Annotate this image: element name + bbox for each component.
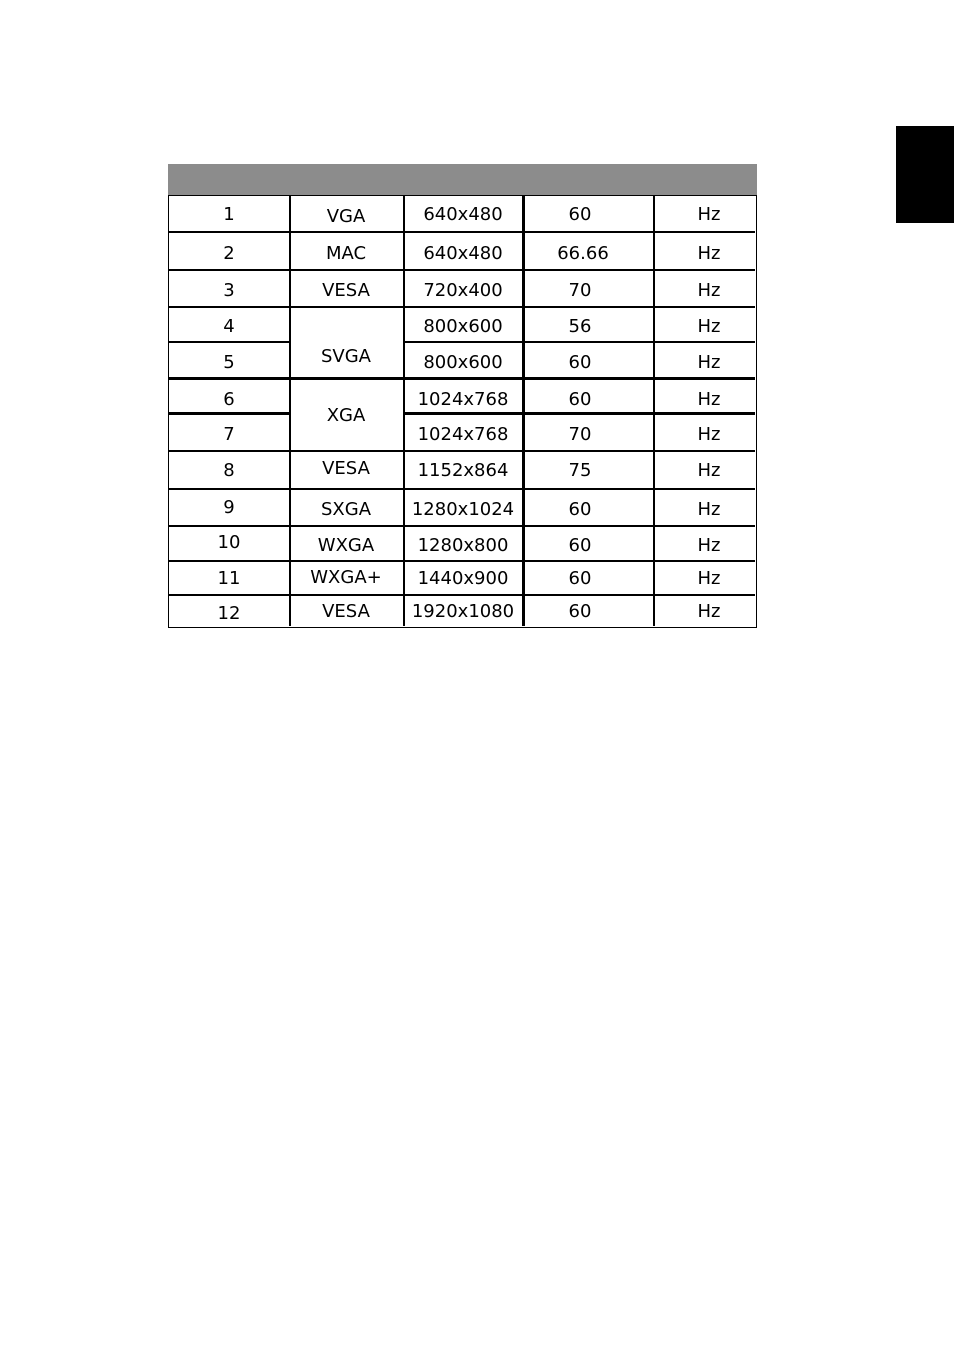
col-divider-3 — [522, 196, 525, 626]
mode-refresh-rate: 70 — [568, 280, 592, 301]
mode-unit: Hz — [697, 316, 721, 337]
row-divider — [169, 269, 755, 271]
col-divider-4 — [653, 196, 655, 626]
mode-resolution: 1024x768 — [417, 424, 509, 445]
mode-refresh-rate: 66.66 — [557, 243, 609, 264]
mode-resolution: 640x480 — [423, 243, 503, 264]
language-tab-marker — [896, 126, 954, 223]
mode-standard: WXGA — [317, 535, 375, 556]
mode-refresh-rate: 60 — [568, 601, 592, 622]
mode-number: 7 — [223, 424, 235, 445]
row-divider — [169, 341, 289, 343]
mode-resolution: 640x480 — [423, 204, 503, 225]
mode-number: 1 — [223, 204, 235, 225]
mode-number: 2 — [223, 243, 235, 264]
col-divider-2 — [403, 196, 405, 626]
mode-resolution: 800x600 — [423, 352, 503, 373]
mode-refresh-rate: 60 — [568, 389, 592, 410]
mode-standard: VESA — [322, 458, 370, 479]
mode-unit: Hz — [697, 460, 721, 481]
mode-unit: Hz — [697, 352, 721, 373]
mode-standard: WXGA+ — [310, 567, 382, 588]
mode-unit: Hz — [697, 424, 721, 445]
mode-number: 4 — [223, 316, 235, 337]
mode-standard: SVGA — [320, 346, 372, 367]
mode-unit: Hz — [697, 535, 721, 556]
mode-number: 9 — [223, 497, 235, 518]
mode-standard: MAC — [325, 243, 367, 264]
mode-number: 5 — [223, 352, 235, 373]
mode-refresh-rate: 60 — [568, 568, 592, 589]
row-divider — [403, 341, 755, 343]
mode-refresh-rate: 60 — [568, 204, 592, 225]
row-divider — [169, 231, 755, 233]
col-divider-1 — [289, 196, 291, 626]
row-divider — [169, 377, 755, 380]
mode-resolution: 1152x864 — [417, 460, 509, 481]
display-modes-table — [168, 195, 757, 628]
mode-unit: Hz — [697, 204, 721, 225]
mode-resolution: 800x600 — [423, 316, 503, 337]
mode-refresh-rate: 75 — [568, 460, 592, 481]
mode-unit: Hz — [697, 601, 721, 622]
mode-standard: VESA — [322, 280, 370, 301]
mode-refresh-rate: 56 — [568, 316, 592, 337]
row-divider — [169, 560, 755, 562]
mode-standard: XGA — [326, 405, 366, 426]
row-divider — [169, 594, 755, 596]
mode-refresh-rate: 60 — [568, 352, 592, 373]
mode-resolution: 1280x1024 — [411, 499, 515, 520]
row-divider — [169, 306, 755, 308]
mode-unit: Hz — [697, 389, 721, 410]
table-header-bar — [168, 164, 757, 195]
row-divider — [169, 450, 755, 452]
mode-resolution: 720x400 — [423, 280, 503, 301]
mode-resolution: 1440x900 — [417, 568, 509, 589]
mode-number: 10 — [217, 532, 241, 553]
row-divider — [169, 525, 755, 527]
mode-resolution: 1280x800 — [417, 535, 509, 556]
mode-standard: VGA — [326, 206, 366, 227]
mode-standard: VESA — [322, 601, 370, 622]
row-divider — [403, 412, 755, 415]
mode-number: 3 — [223, 280, 235, 301]
mode-refresh-rate: 60 — [568, 499, 592, 520]
mode-number: 12 — [217, 603, 241, 624]
row-divider — [169, 488, 755, 490]
mode-unit: Hz — [697, 568, 721, 589]
mode-unit: Hz — [697, 243, 721, 264]
mode-standard: SXGA — [320, 499, 372, 520]
mode-resolution: 1024x768 — [417, 389, 509, 410]
mode-unit: Hz — [697, 499, 721, 520]
mode-unit: Hz — [697, 280, 721, 301]
mode-number: 11 — [217, 568, 241, 589]
row-divider — [169, 412, 289, 415]
mode-refresh-rate: 70 — [568, 424, 592, 445]
mode-number: 6 — [223, 389, 235, 410]
mode-resolution: 1920x1080 — [411, 601, 515, 622]
mode-refresh-rate: 60 — [568, 535, 592, 556]
mode-number: 8 — [223, 460, 235, 481]
